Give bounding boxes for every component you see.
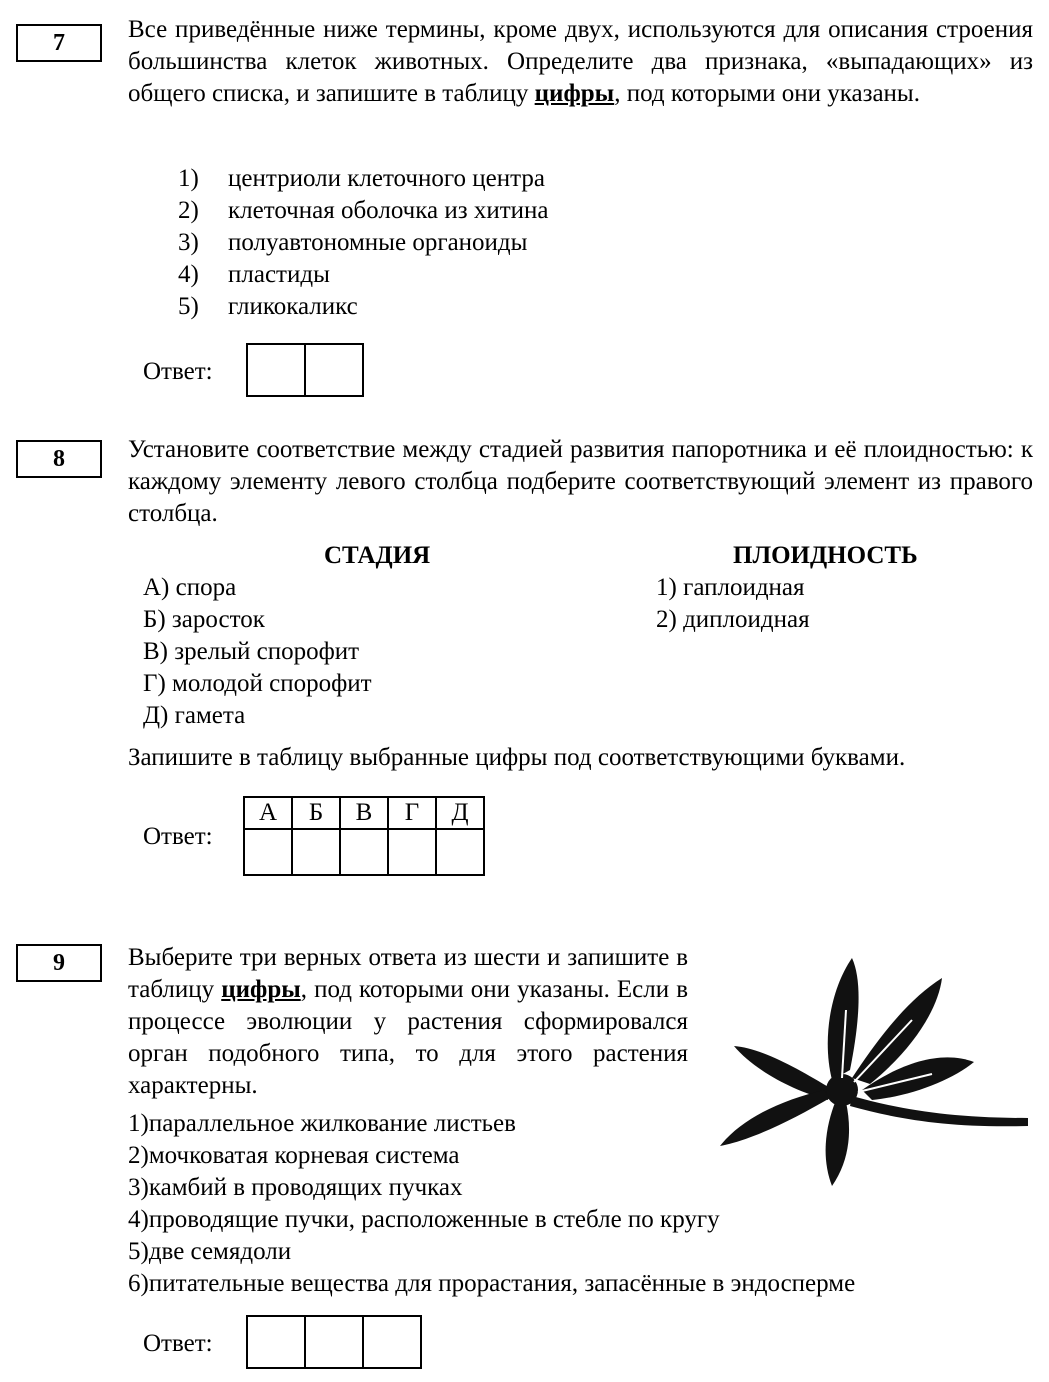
list-item: Б) заросток — [143, 606, 265, 633]
list-item — [128, 1268, 855, 1300]
list-item — [178, 259, 549, 291]
q7-text-after: , под которыми они указаны. — [614, 80, 920, 107]
list-item — [128, 1172, 463, 1204]
question-9-text — [128, 942, 688, 1102]
list-item — [178, 195, 549, 227]
option-text: клеточная оболочка из хитина — [228, 197, 549, 224]
question-8-text: Установите соответствие между стадией развития папоротника и её плоидностью: к каждому элементу левого столбца подберите соответствующий элемент из правого столбца. — [128, 436, 1033, 527]
option-text: две семядоли — [148, 1238, 292, 1265]
option-number: 1) — [178, 165, 199, 192]
question-7-options — [178, 163, 549, 323]
option-number: 5) — [128, 1238, 149, 1265]
answer-table-q9 — [246, 1315, 422, 1369]
option-text: проводящие пучки, расположенные в стебле по кругу — [148, 1206, 720, 1233]
question-number-9 — [16, 944, 102, 982]
table-header-cell: Б — [292, 797, 340, 829]
list-item — [178, 227, 549, 259]
answer-label: Ответ: — [143, 823, 213, 850]
list-item: А) спора — [143, 574, 237, 601]
list-item: В) зрелый спорофит — [143, 638, 360, 665]
column-header-ploidy: ПЛОИДНОСТЬ — [733, 542, 918, 569]
option-text: мочковатая корневая система — [148, 1142, 460, 1169]
option-text: пластиды — [228, 261, 330, 288]
answer-cell[interactable] — [292, 829, 340, 875]
question-number-7 — [16, 24, 102, 62]
answer-table-q8 — [243, 796, 485, 876]
answer-cell[interactable] — [247, 1316, 305, 1368]
answer-cell[interactable] — [388, 829, 436, 875]
question-number-8 — [16, 440, 102, 478]
flower-silhouette-icon — [712, 950, 1032, 1190]
option-number: 4) — [128, 1206, 149, 1233]
list-item — [128, 1140, 459, 1172]
q9-text-before: Выберите три верных ответа из шести и запишите в таблицу — [128, 944, 688, 1003]
q7-text-before: Все приведённые ниже термины, кроме двух, используются для описания строения большинства клеток животных. Определите два признака, «выпадающих» из общего списка, и запишите в таблицу — [128, 16, 1033, 107]
q9-text-emphasis: цифры — [221, 976, 301, 1003]
answer-cell[interactable] — [340, 829, 388, 875]
q9-text-after: , под которыми они указаны. Если в процессе эволюции у растения сформировался орган подобного типа, то для этого растения характерны. — [128, 976, 688, 1099]
option-text: параллельное жилкование листьев — [148, 1110, 516, 1137]
answer-label: Ответ: — [143, 358, 213, 385]
list-item: Г) молодой спорофит — [143, 670, 372, 697]
answer-label: Ответ: — [143, 1330, 213, 1357]
answer-cell[interactable] — [244, 829, 292, 875]
option-text: камбий в проводящих пучках — [148, 1174, 463, 1201]
option-number: 6) — [128, 1270, 149, 1297]
list-item: Д) гамета — [143, 702, 246, 729]
option-number: 3) — [128, 1174, 149, 1201]
table-header-cell: А — [244, 797, 292, 829]
answer-cell[interactable] — [247, 344, 305, 396]
question-number-text: 9 — [53, 950, 65, 976]
list-item: 1) гаплоидная — [656, 574, 805, 601]
option-text: гликокаликс — [228, 293, 358, 320]
answer-cell[interactable] — [363, 1316, 421, 1368]
option-number: 4) — [178, 261, 199, 288]
list-item: 2) диплоидная — [656, 606, 810, 633]
answer-cell[interactable] — [436, 829, 484, 875]
list-item — [178, 291, 549, 323]
list-item — [128, 1108, 516, 1140]
option-text: питательные вещества для прорастания, запасённые в эндосперме — [148, 1270, 856, 1297]
q7-text-emphasis: цифры — [534, 80, 615, 107]
option-number: 2) — [178, 197, 199, 224]
option-number: 2) — [128, 1142, 149, 1169]
answer-table-q7 — [246, 343, 364, 397]
column-header-stage: СТАДИЯ — [324, 542, 431, 569]
option-text: полуавтономные органоиды — [228, 229, 528, 256]
question-number-text: 8 — [53, 446, 65, 472]
question-number-text: 7 — [53, 30, 65, 56]
question-7-text — [128, 14, 1033, 110]
table-header-cell: В — [340, 797, 388, 829]
table-header-cell: Г — [388, 797, 436, 829]
instruction-text: Запишите в таблицу выбранные цифры под соответствующими буквами. — [128, 744, 906, 771]
list-item — [128, 1236, 291, 1268]
answer-cell[interactable] — [305, 344, 363, 396]
table-header-cell: Д — [436, 797, 484, 829]
answer-cell[interactable] — [305, 1316, 363, 1368]
option-number: 5) — [178, 293, 199, 320]
option-number: 1) — [128, 1110, 149, 1137]
list-item — [128, 1204, 720, 1236]
list-item — [178, 163, 549, 195]
option-number: 3) — [178, 229, 199, 256]
option-text: центриоли клеточного центра — [228, 165, 545, 192]
